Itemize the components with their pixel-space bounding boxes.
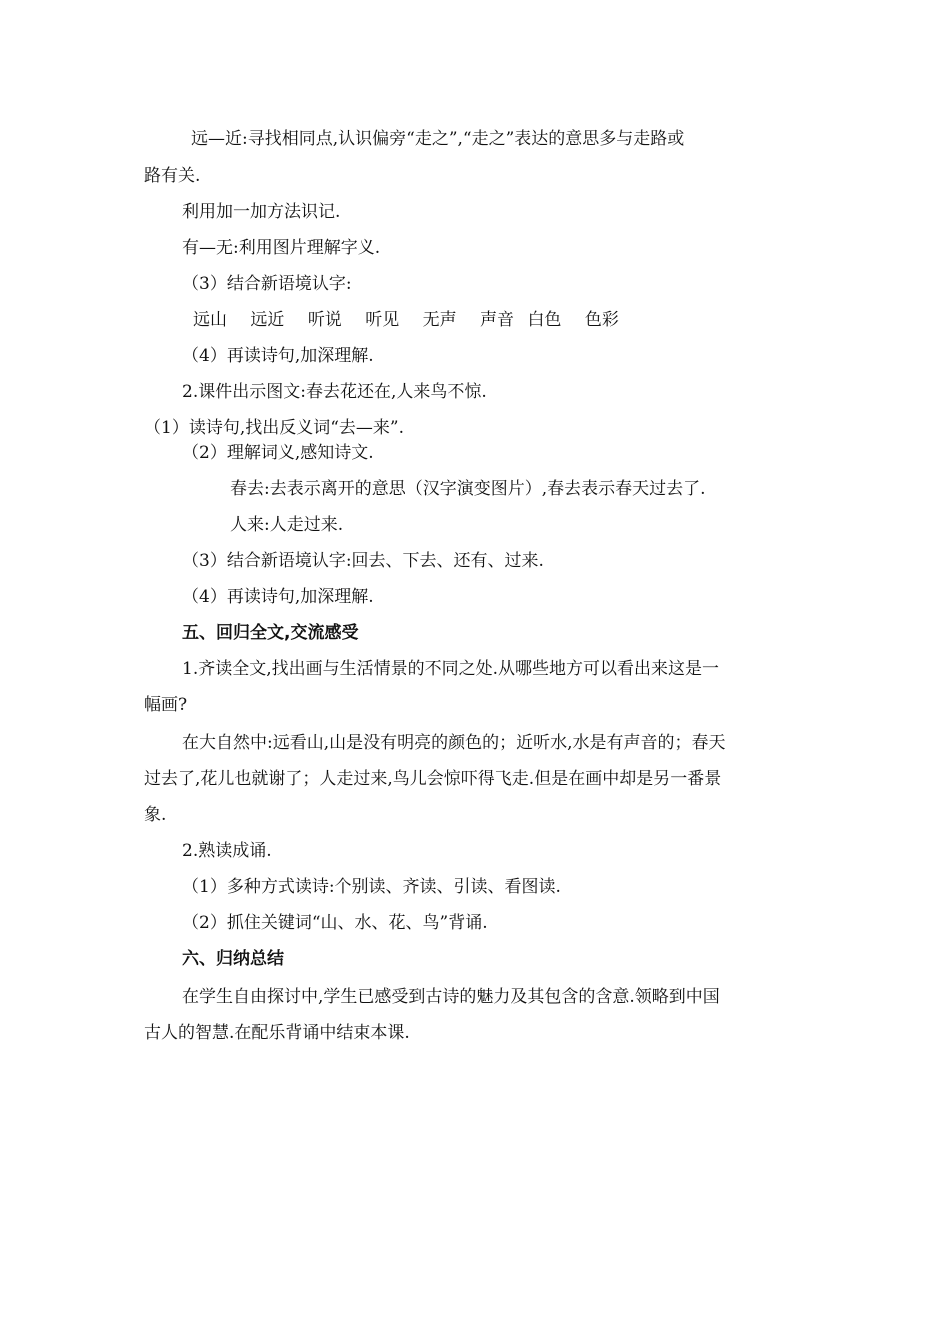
paragraph-line: 在学生自由探讨中,学生已感受到古诗的魅力及其包含的含意.领略到中国: [182, 987, 720, 1007]
word-list: [193, 309, 637, 331]
paragraph-line: 远—近:寻找相同点,认识偏旁“走之”,“走之”表达的意思多与走路或: [191, 129, 685, 149]
word-item: 色彩: [584, 310, 619, 330]
paragraph-line: 幅画?: [144, 695, 188, 715]
paragraph-line: （3）结合新语境认字:: [182, 274, 352, 294]
paragraph-line: 春去:去表示离开的意思（汉字演变图片）,春去表示春天过去了.: [230, 479, 706, 499]
paragraph-line: 利用加一加方法识记.: [182, 202, 341, 222]
paragraph-line: （4）再读诗句,加深理解.: [182, 587, 374, 607]
paragraph-line: （4）再读诗句,加深理解.: [182, 346, 374, 366]
paragraph-line: （1）多种方式读诗:个别读、齐读、引读、看图读.: [182, 877, 561, 897]
paragraph-line: 有—无:利用图片理解字义.: [182, 238, 381, 258]
paragraph-line: 在大自然中:远看山,山是没有明亮的颜色的；近听水,水是有声音的；春天: [182, 733, 726, 753]
paragraph-line: （3）结合新语境认字:回去、下去、还有、过来.: [182, 551, 544, 571]
paragraph-line: 路有关.: [144, 166, 201, 186]
paragraph-line: （2）抓住关键词“山、水、花、鸟”背诵.: [182, 913, 488, 933]
paragraph-line: 古人的智慧.在配乐背诵中结束本课.: [144, 1023, 410, 1043]
paragraph-line: 过去了,花儿也就谢了；人走过来,鸟儿会惊吓得飞走.但是在画中却是另一番景: [144, 769, 722, 789]
paragraph-line: 1.齐读全文,找出画与生活情景的不同之处.从哪些地方可以看出来这是一: [182, 659, 720, 679]
word-item: 远近: [250, 310, 285, 330]
section-heading: 六、归纳总结: [182, 949, 284, 969]
paragraph-line: 2.熟读成诵.: [182, 841, 272, 861]
paragraph-line: 象.: [144, 805, 167, 825]
word-item: 听见: [365, 310, 400, 330]
paragraph-line: 人来:人走过来.: [230, 515, 344, 535]
word-item: 白色: [527, 310, 562, 330]
paragraph-line: （2）理解词义,感知诗文.: [182, 443, 374, 463]
word-item: 声音: [480, 310, 515, 330]
paragraph-line: （1）读诗句,找出反义词“去—来”.: [144, 418, 405, 438]
word-item: 无声: [422, 310, 457, 330]
word-item: 听说: [307, 310, 342, 330]
paragraph-line: 2.课件出示图文:春去花还在,人来鸟不惊.: [182, 382, 487, 402]
section-heading: 五、回归全文,交流感受: [182, 623, 359, 643]
word-item: 远山: [193, 310, 227, 330]
